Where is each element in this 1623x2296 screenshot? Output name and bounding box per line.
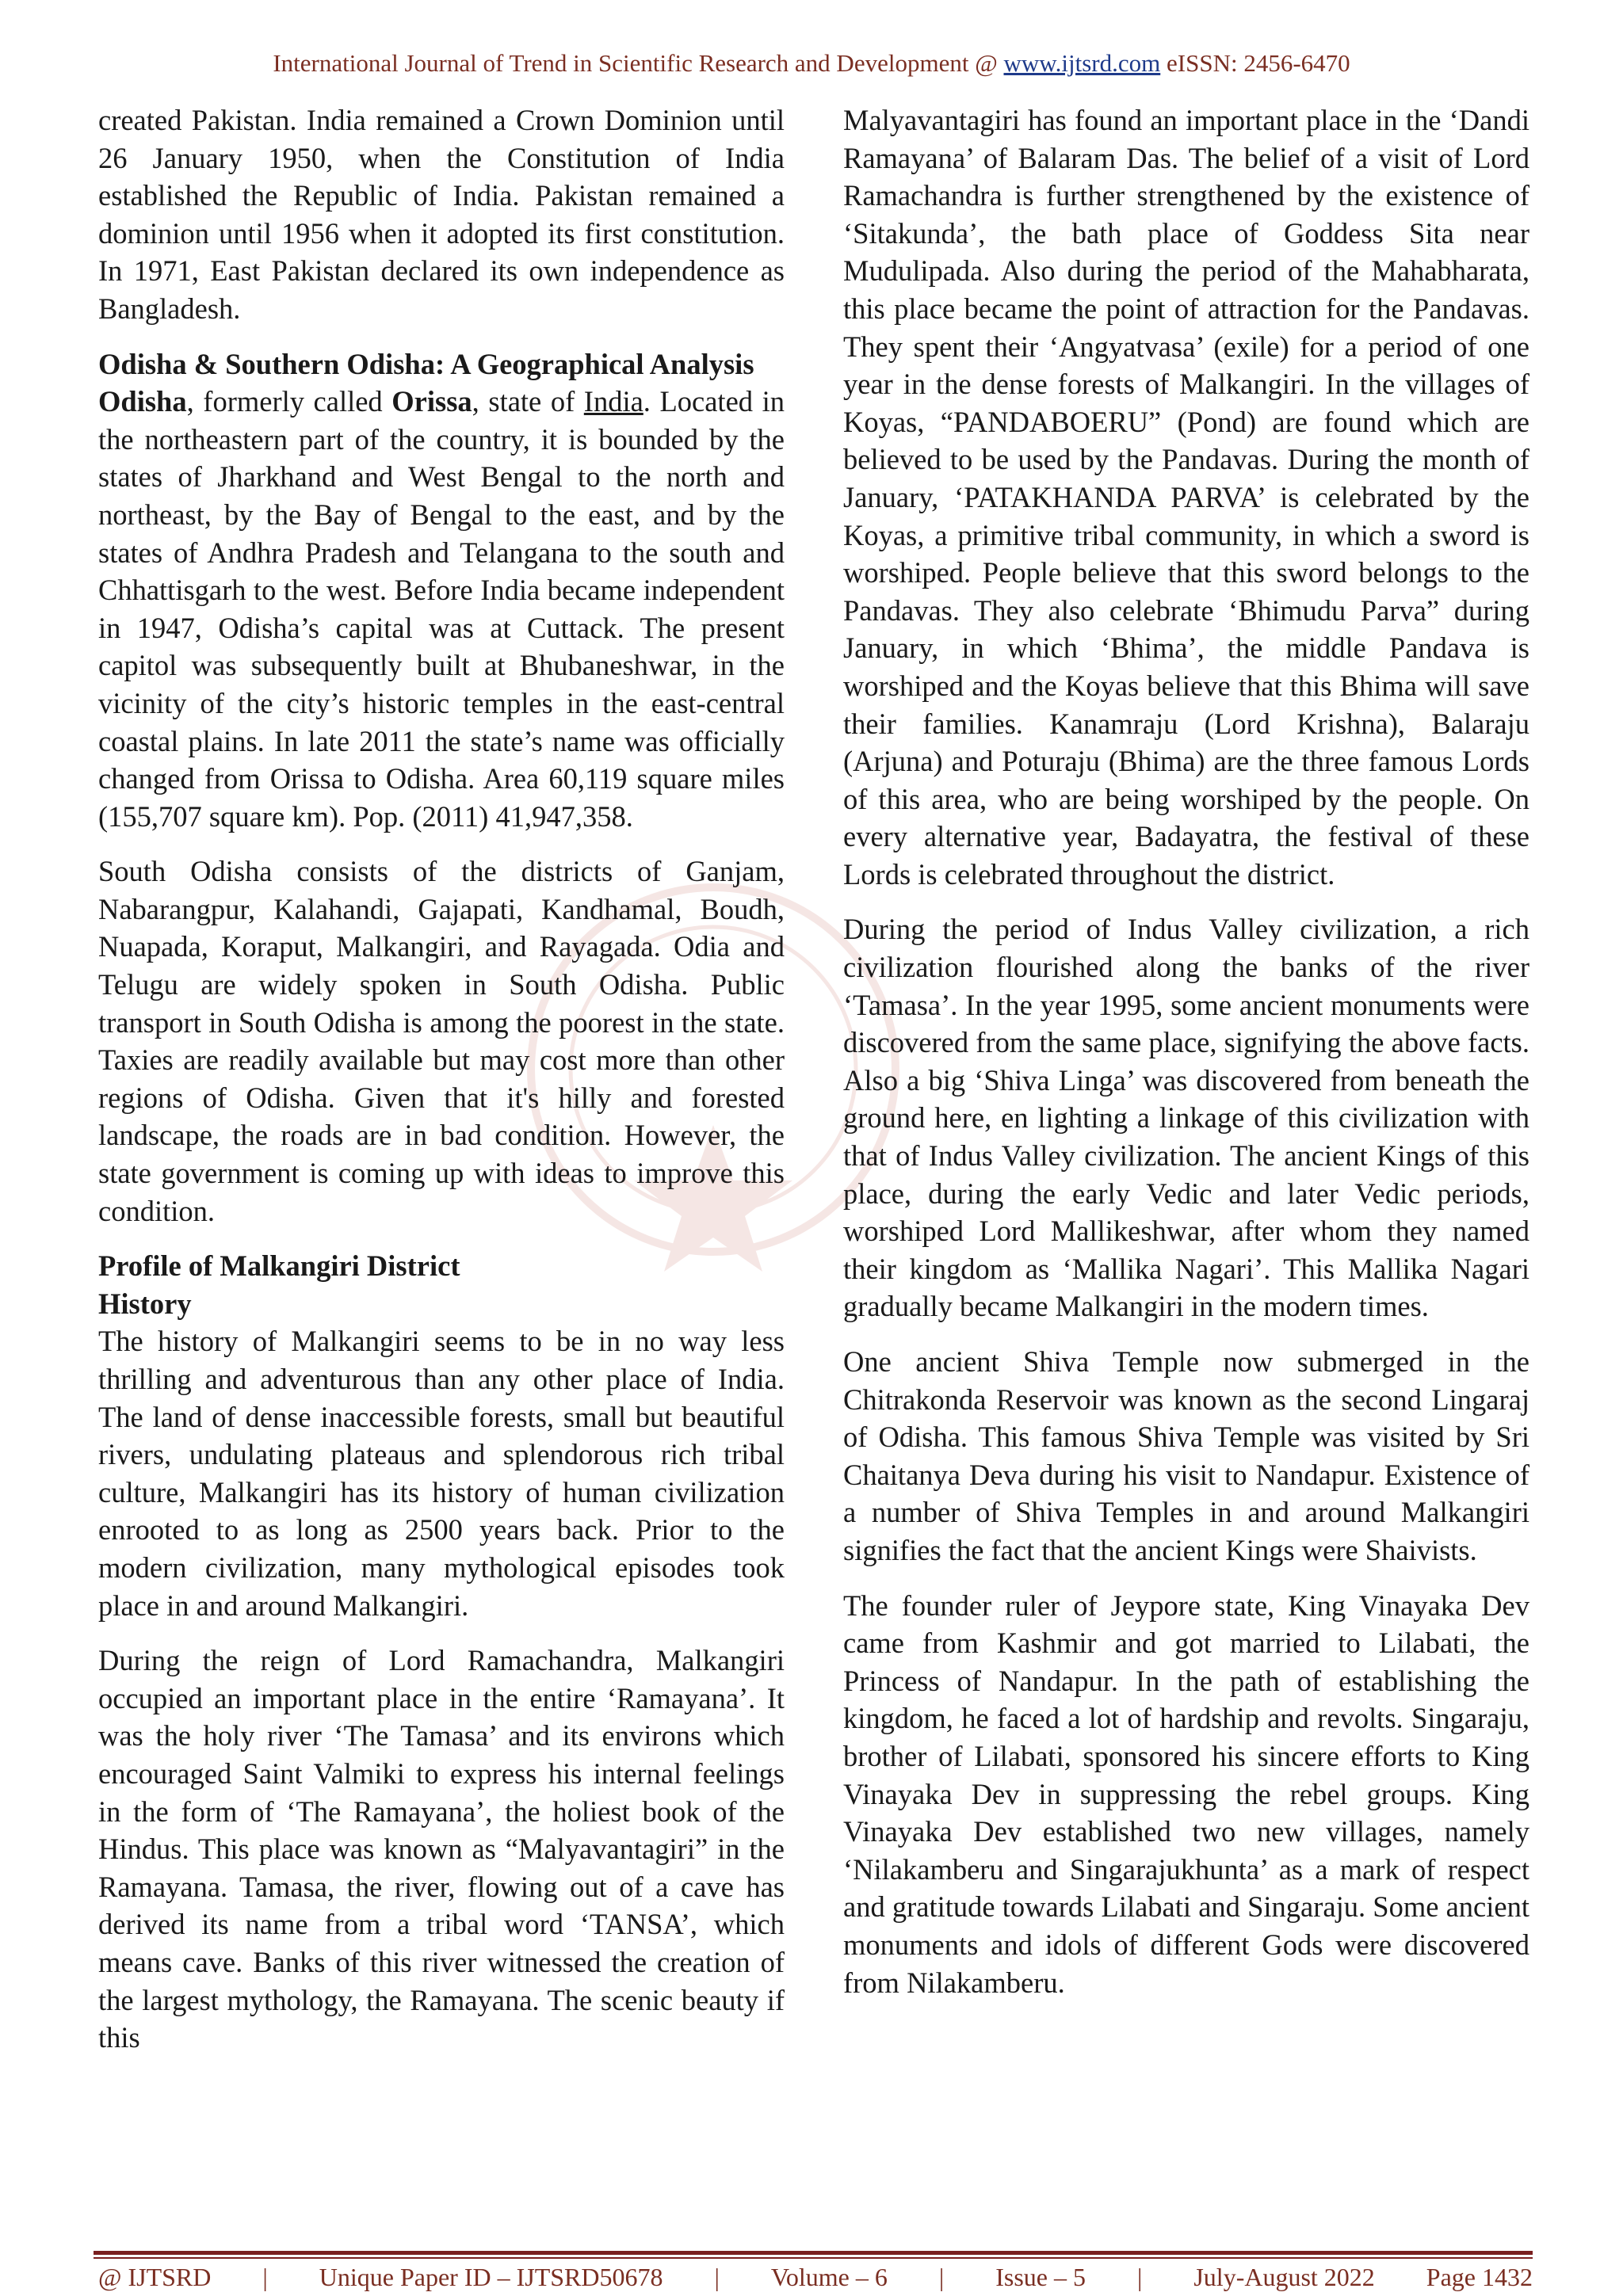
footer-separator: | bbox=[714, 2263, 720, 2291]
paragraph-indus-valley: During the period of Indus Valley civilization, a rich civilization flourished along the banks of the river ‘Tamasa’. In the year 1995, some ancient monuments were discovered from the same place, signifying the above facts. Also a big ‘Shiva Linga’ was discovered from beneath the ground here, en lighting a linkage of this civilization with that of Indus Valley civilization. The ancient Kings of this place, during the early Vedic and later Vedic periods, worshiped Lord Mallikeshwar, after whom they named their kingdom as ‘Mallika Nagari’. This Mallika Nagari gradually became Malkangiri in the modern times. bbox=[843, 913, 1529, 1323]
journal-url-link[interactable]: www.ijtsrd.com bbox=[1003, 49, 1161, 77]
term-orissa: Orissa bbox=[391, 385, 472, 418]
footer-page-number: Page 1432 bbox=[1426, 2263, 1533, 2291]
footer-separator: | bbox=[1136, 2263, 1143, 2291]
heading-odisha-geography: Odisha & Southern Odisha: A Geographical Analysis bbox=[98, 347, 754, 380]
left-column bbox=[98, 101, 785, 2074]
running-footer bbox=[98, 2263, 1533, 2292]
india-link[interactable]: India bbox=[583, 385, 643, 418]
footer-issue: Issue – 5 bbox=[995, 2263, 1086, 2291]
footer-journal: @ IJTSRD bbox=[98, 2263, 212, 2291]
footer-paper-id: Unique Paper ID – IJTSRD50678 bbox=[319, 2263, 663, 2291]
journal-title: International Journal of Trend in Scientific Research and Development @ bbox=[273, 49, 1004, 77]
paragraph-odisha: Odisha, formerly called Orissa, state of India. Located in the northeastern part of the country, it is bounded by the states of Jharkhand and West Bengal to the north and northeast, by the Bay of Bengal to the east, and by the states of Andhra Pradesh and Telangana to the south and Chhattisgarh to the west. Before India became independent in 1947, Odisha’s capital was at Cuttack. The present capitol was subsequently built at Bhubaneshwar, in the vicinity of the city’s historic temples in the east-central coastal plains. In late 2011 the state’s name was officially changed from Orissa to Odisha. Area 60,119 square miles (155,707 square km). Pop. (2011) 41,947,358. bbox=[98, 385, 785, 833]
footer-rule-thin bbox=[94, 2257, 1533, 2259]
paragraph-shiva-temple: One ancient Shiva Temple now submerged in the Chitrakonda Reservoir was known as the second Lingaraj of Odisha. This famous Shiva Temple was visited by Sri Chaitanya Deva during his visit to Nandapur. Existence of a number of Shiva Temples in and around Malkangiri signifies the fact that the ancient Kings were Shaivists. bbox=[843, 1345, 1529, 1566]
running-header bbox=[0, 49, 1623, 78]
footer-volume: Volume – 6 bbox=[770, 2263, 888, 2291]
heading-profile: Profile of Malkangiri District bbox=[98, 1249, 460, 1283]
footer-separator: | bbox=[262, 2263, 268, 2291]
paragraph-pakistan: created Pakistan. India remained a Crown Dominion until 26 January 1950, when the Constitution of India established the Republic of India. Pakistan remained a dominion until 1956 when it adopted its first constitution. In 1971, East Pakistan declared its own independence as Bangladesh. bbox=[98, 104, 785, 325]
paragraph-south-odisha: South Odisha consists of the districts of Ganjam, Nabarangpur, Kalahandi, Gajapati, Kandhamal, Boudh, Nuapada, Koraput, Malkangiri, and Rayagada. Odia and Telugu are widely spoken in South Odisha. Public transport in South Odisha is among the poorest in the state. Taxies are readily available but may cost more than other regions of Odisha. Given that it's hilly and forested landscape, the roads are in bad condition. However, the state government is coming up with ideas to improve this condition. bbox=[98, 855, 785, 1227]
footer-rule bbox=[94, 2251, 1533, 2255]
heading-history: History bbox=[98, 1287, 192, 1320]
issn: eISSN: 2456-6470 bbox=[1160, 49, 1350, 77]
paragraph-jeypore: The founder ruler of Jeypore state, King Vinayaka Dev came from Kashmir and got married to Lilabati, the Princess of Nandapur. In the path of establishing the kingdom, he faced a lot of hardship and revolts. Singaraju, brother of Lilabati, sponsored his sincere efforts to King Vinayaka Dev in suppressing the rebel groups. King Vinayaka Dev established two new villages, namely ‘Nilakamberu and Singarajukhunta’ as a mark of respect and gratitude towards Lilabati and Singaraju. Some ancient monuments and idols of different Gods were discovered from Nilakamberu. bbox=[843, 1589, 1529, 1999]
paragraph-reign: During the reign of Lord Ramachandra, Malkangiri occupied an important place in the entire ‘Ramayana’. It was the holy river ‘The Tamasa’ and its environs which encouraged Saint Valmiki to express his internal feelings in the form of ‘The Ramayana’, the holiest book of the Hindus. This place was known as “Malyavantagiri” in the Ramayana. Tamasa, the river, flowing out of a cave has derived its name from a tribal word ‘TANSA’, which means cave. Banks of this river witnessed the creation of the largest mythology, the Ramayana. The scenic beauty if this bbox=[98, 1644, 785, 2054]
footer-separator: | bbox=[938, 2263, 945, 2291]
footer-period: July-August 2022 bbox=[1193, 2263, 1375, 2291]
term-odisha: Odisha bbox=[98, 385, 187, 418]
paragraph-history: The history of Malkangiri seems to be in no way less thrilling and adventurous than any other place of India. The land of dense inaccessible forests, small but beautiful rivers, undulating plateaus and splendorous rich tribal culture, Malkangiri has its history of human civilization enrooted to as long as 2500 years back. Prior to the modern civilization, many mythological episodes took place in and around Malkangiri. bbox=[98, 1325, 785, 1622]
right-column bbox=[843, 101, 1529, 2019]
paragraph-malyavantagiri: Malyavantagiri has found an important place in the ‘Dandi Ramayana’ of Balaram Das. The belief of a visit of Lord Ramachandra is further strengthened by the existence of ‘Sitakunda’, the bath place of Goddess Sita near Mudulipada. Also during the period of the Mahabharata, this place became the point of attraction for the Pandavas. They spent their ‘Angyatvasa’ (exile) for a period of one year in the dense forests of Malkangiri. In the villages of Koyas, “PANDABOERU” (Pond) are found which are believed to be used by the Pandavas. During the month of January, ‘PATAKHANDA PARVA’ is celebrated by the Koyas, a primitive tribal community, in which a sword is worshiped. People believe that this sword belongs to the Pandavas. They also celebrate ‘Bhimudu Parva” during January, in which ‘Bhima’, the middle Pandava is worshiped and the Koyas believe that this Bhima will save their families. Kanamraju (Lord Krishna), Balaraju (Arjuna) and Poturaju (Bhima) are the three famous Lords of this area, who are being worshiped by the people. On every alternative year, Badayatra, the festival of these Lords is celebrated throughout the district. bbox=[843, 104, 1529, 891]
